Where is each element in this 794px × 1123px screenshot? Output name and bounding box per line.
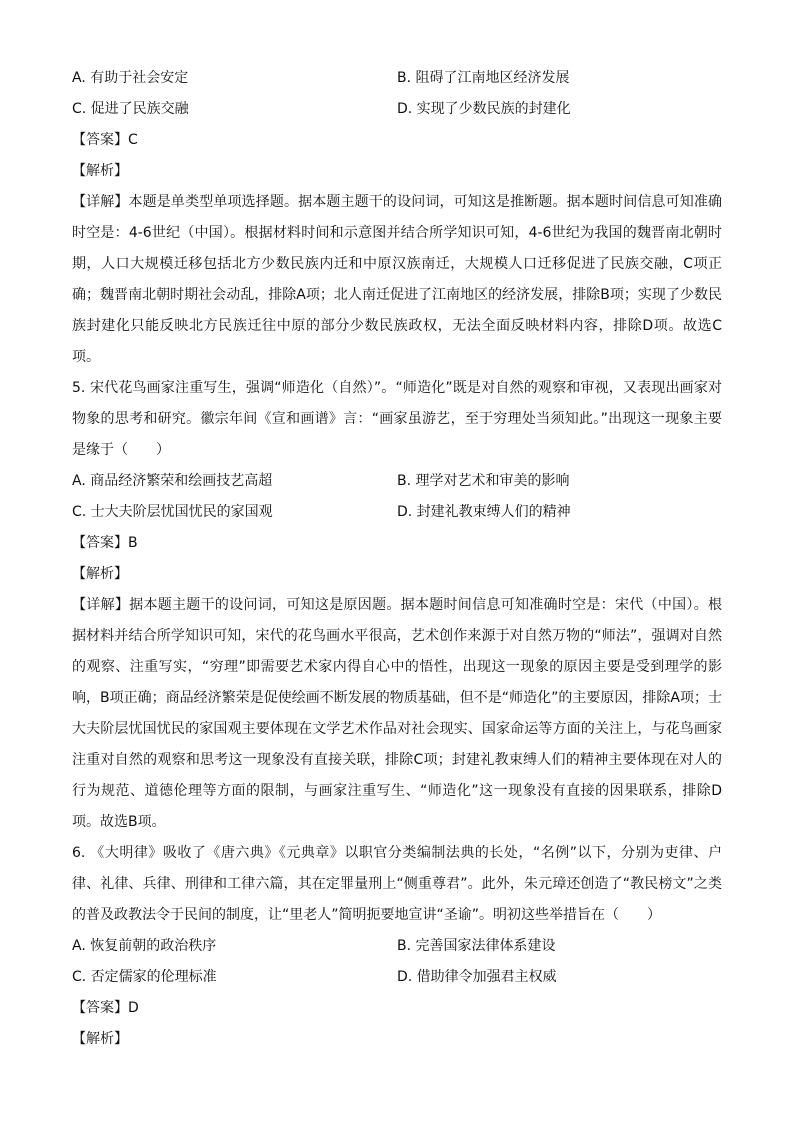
q5-option-b: B. 理学对艺术和审美的影响 [397,473,570,489]
q4-options-row-2 [72,94,722,125]
q5-analysis-heading: 【解析】 [72,566,128,582]
q4-detail: 【详解】本题是单类型单项选择题。据本题主题干的设问词，可知这是推断题。据本题时间信息可知准确时空是：4-6世纪（中国）。根据材料时间和示意图并结合所学知识可知，4-6世纪为我国的魏晋南北朝时期，人口大规模迁移包括北方少数民族内迁和中原汉族南迁，大规模人口迁移促进了民族交融，C项正确；魏晋南北朝时期社会动乱，排除A项；北人南迁促进了江南地区的经济发展，排除B项；实现了少数民族封建化只能反映北方民族迁往中原的部分少数民族政权，无法全面反映材料内容，排除D项。故选C项。 [72,194,722,365]
document-content [72,63,722,1055]
q4-option-c: C. 促进了民族交融 [72,101,189,117]
q6-option-d: D. 借助律令加强君主权威 [397,969,557,985]
q6-analysis-heading: 【解析】 [72,1031,128,1047]
q5-option-d: D. 封建礼教束缚人们的精神 [397,504,571,520]
q4-options-row-1 [72,63,722,94]
q6-options-row-1 [72,931,722,962]
q6-stem: 6. 《大明律》吸收了《唐六典》《元典章》以职官分类编制法典的长处，“名例”以下，分别为吏律、户律、礼律、兵律、刑律和工律六篇，其在定罪量刑上“侧重尊君”。此外，朱元璋还创造了“教民榜文”之类的普及政教法令于民间的制度，让“里老人”简明扼要地宣讲“圣谕”。明初这些举措旨在（ ） [72,845,722,923]
q4-option-d: D. 实现了少数民族的封建化 [397,101,571,117]
q6-options-row-2 [72,962,722,993]
q6-option-b: B. 完善国家法律体系建设 [397,938,556,954]
q5-answer: 【答案】B [72,535,138,551]
q5-stem: 5. 宋代花鸟画家注重写生，强调“师造化（自然）”。“师造化”既是对自然的观察和审视，又表现出画家对物象的思考和研究。徽宗年间《宣和画谱》言：“画家虽游艺，至于穷理处当须知此。”出现这一现象主要是缘于（ ） [72,380,722,458]
q5-options-row-1 [72,466,722,497]
q6-option-c: C. 否定儒家的伦理标准 [72,969,217,985]
q4-analysis-heading: 【解析】 [72,163,128,179]
q4-option-a: A. 有助于社会安定 [72,70,189,86]
q4-option-b: B. 阻碍了江南地区经济发展 [397,70,570,86]
q4-answer: 【答案】C [72,132,138,148]
q5-option-c: C. 士大夫阶层忧国忧民的家国观 [72,504,273,520]
q5-option-a: A. 商品经济繁荣和绘画技艺高超 [72,473,273,489]
q5-detail: 【详解】据本题主题干的设问词，可知这是原因题。据本题时间信息可知准确时空是：宋代（中国）。根据材料并结合所学知识可知，宋代的花鸟画水平很高，艺术创作来源于对自然万物的“师法”，强调对自然的观察、注重写实，“穷理”即需要艺术家内得自心中的悟性，出现这一现象的原因主要是受到理学的影响，B项正确；商品经济繁荣是促使绘画不断发展的物质基础，但不是“师造化”的主要原因，排除A项；士大夫阶层忧国忧民的家国观主要体现在文学艺术作品对社会现实、国家命运等方面的关注上，与花鸟画家注重对自然的观察和思考这一现象没有直接关联，排除C项；封建礼教束缚人们的精神主要体现在对人的行为规范、道德伦理等方面的限制，与画家注重写生、“师造化”这一现象没有直接的因果联系，排除D项。故选B项。 [72,597,722,830]
q6-option-a: A. 恢复前朝的政治秩序 [72,938,217,954]
q6-answer: 【答案】D [72,1000,139,1016]
q5-options-row-2 [72,497,722,528]
